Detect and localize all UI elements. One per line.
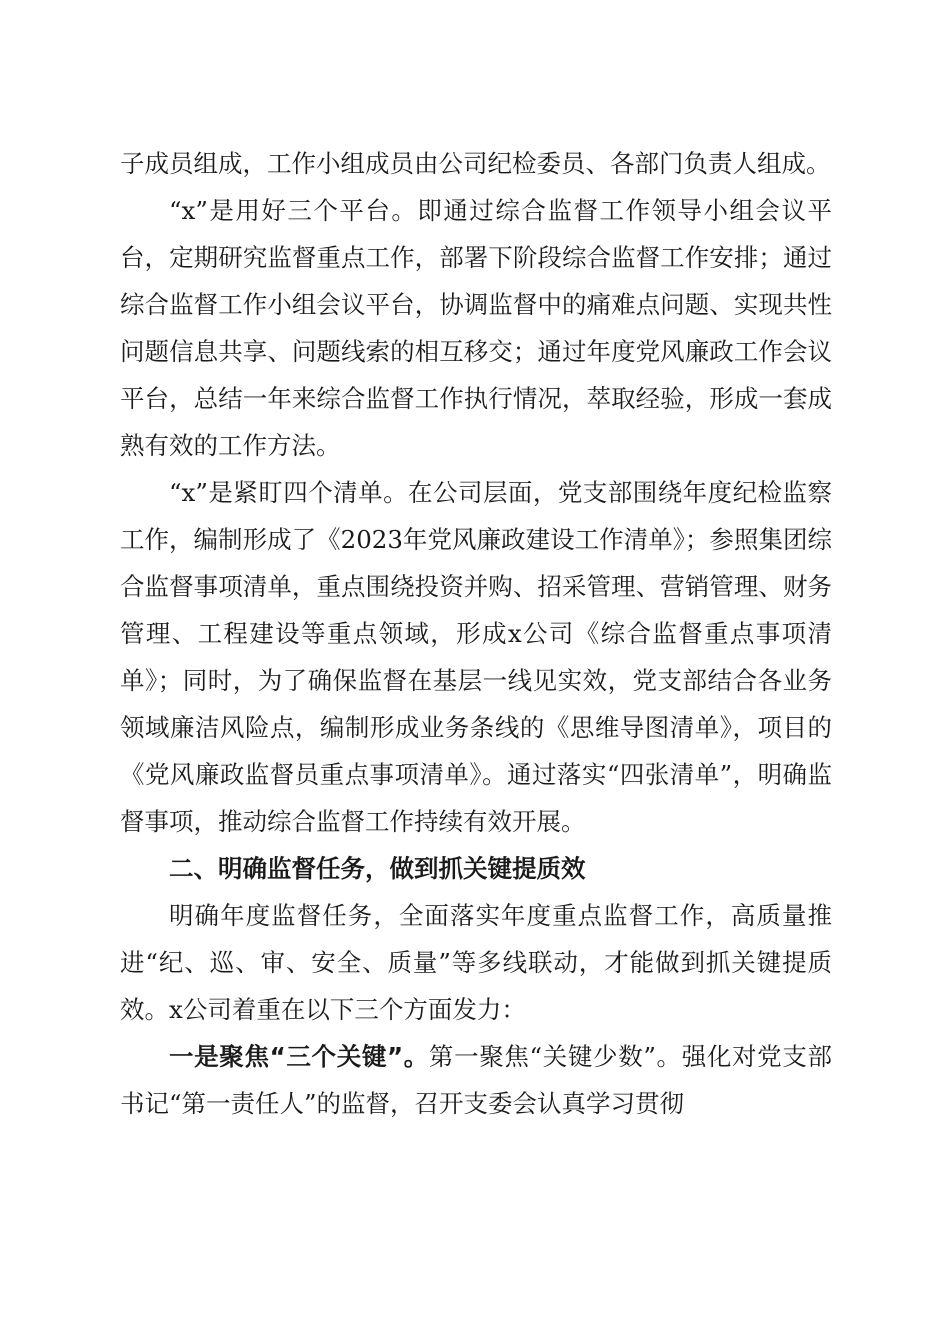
paragraph-four-lists: “x”是紧盯四个清单。在公司层面，党支部围绕年度纪检监察工作，编制形成了《2023年党风廉政建设工作清单》；参照集团综合监督事项清单，重点围绕投资并购、招采管理、营销管理、财务管理、工程建设等重点领域，形成x公司《综合监督重点事项清单》；同时，为了确保监督在基层一线见实效，党支部结合各业务领域廉洁风险点，编制形成业务条线的《思维导图清单》，项目的《党风廉政监督员重点事项清单》。通过落实“四张清单”，明确监督事项，推动综合监督工作持续有效开展。 [120, 478, 832, 836]
paragraph-lead-phrase: 一是聚焦“三个关键”。 [169, 1042, 429, 1071]
document-body [120, 140, 832, 1127]
paragraph-three-platforms: “x”是用好三个平台。即通过综合监督工作领导小组会议平台，定期研究监督重点工作，部署下阶段综合监督工作安排；通过综合监督工作小组会议平台，协调监督中的痛难点问题、实现共性问题信息共享、问题线索的相互移交；通过年度党风廉政工作会议平台，总结一年来综合监督工作执行情况，萃取经验，形成一套成熟有效的工作方法。 [120, 196, 832, 460]
section-heading: 二、明确监督任务，做到抓关键提质效 [169, 854, 586, 883]
paragraph-three-keys [120, 1033, 832, 1127]
paragraph-supervision-tasks: 明确年度监督任务，全面落实年度重点监督工作，高质量推进“纪、巡、审、安全、质量”等多线联动，才能做到抓关键提质效。x公司着重在以下三个方面发力： [120, 901, 832, 1024]
paragraph-body-text: 第一聚焦“关键少数”。强化对党支部书记“第一责任人”的监督，召开支委会认真学习贯彻 [120, 1042, 832, 1118]
paragraph-continuation: 子成员组成，工作小组成员由公司纪检委员、各部门负责人组成。 [120, 149, 831, 178]
